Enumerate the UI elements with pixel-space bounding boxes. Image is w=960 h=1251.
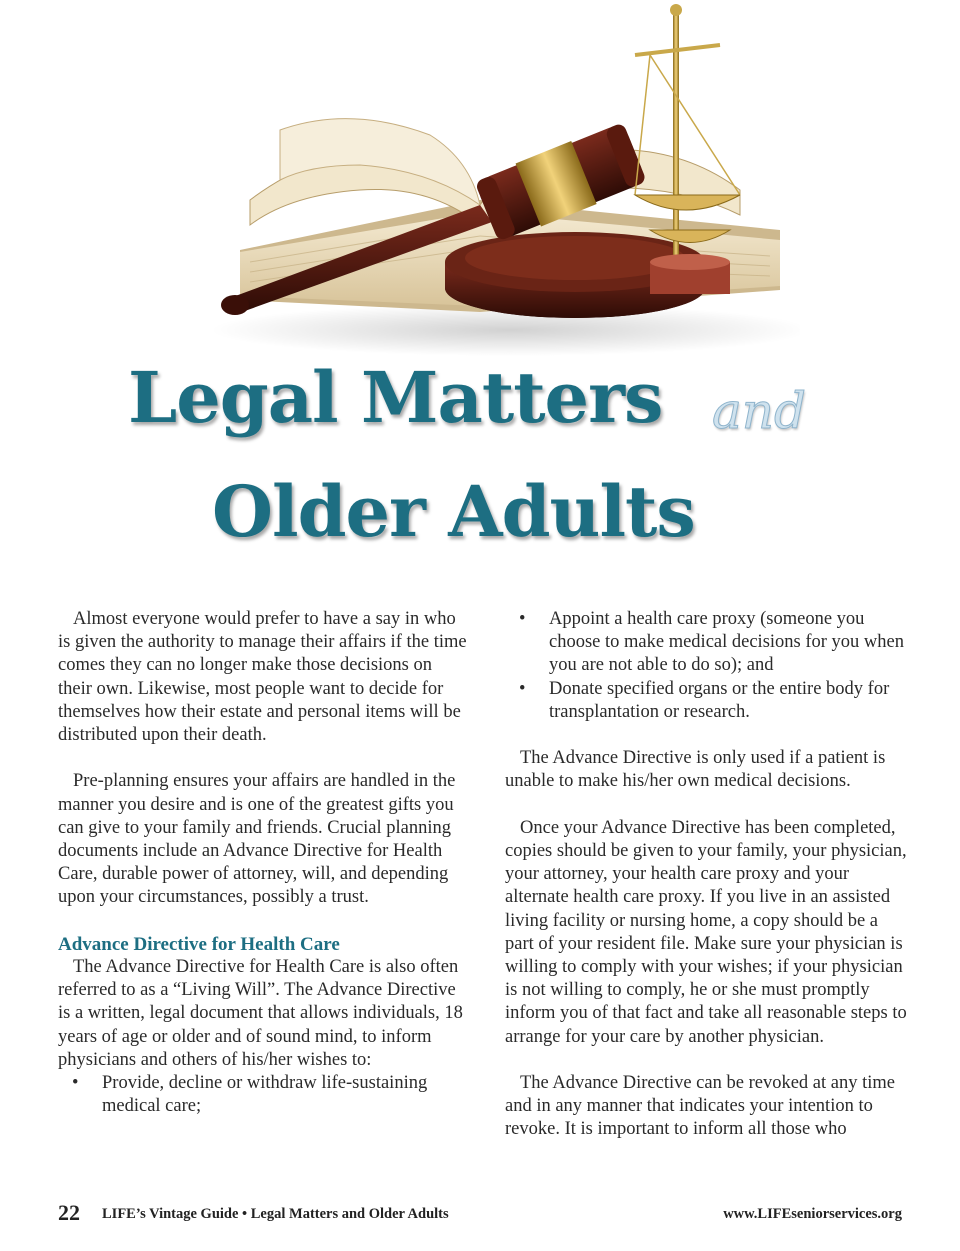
paragraph-preplanning: Pre-planning ensures your affairs are handled in the manner you desire and is one of the greatest gifts you can give to your family and friends. Crucial planning documents include an Advance Directive for Health Care, durable power of attorney, will, and depending upon your circumstances, possibly a trust. <box>58 771 456 908</box>
footer-guide-title: LIFE’s Vintage Guide • Legal Matters and Older Adults <box>102 1206 449 1222</box>
gavel-books-scale-illustration <box>180 0 800 360</box>
left-column <box>58 608 468 1118</box>
page-footer <box>58 1200 902 1230</box>
list-item-text: Provide, decline or withdraw life-sustaining medical care; <box>102 1073 428 1117</box>
list-item <box>505 608 910 678</box>
section-heading: Advance Directive for Health Care <box>58 933 340 955</box>
footer-website-link[interactable]: www.LIFEseniorservices.org <box>723 1206 902 1222</box>
paragraph-copies: Once your Advance Directive has been completed, copies should be given to your family, your physician, your attorney, your health care proxy and your alternate health care proxy. If you live in an assisted living facility or nursing home, a copy should be a part of your resident file. Make sure your physician is willing to comply with your wishes; if your physician is not willing to comply, he or she must promptly inform you of that fact and take all reasonable steps to arrange for your care by another physician. <box>505 817 907 1047</box>
bullet-icon: • <box>72 1073 79 1094</box>
paragraph-advance-directive: The Advance Directive for Health Care is also often referred to as a “Living Will”. The Advance Directive is a written, legal document that allows individuals, 18 years of age or older and of sound mind, to inform physicians and others of his/her wishes to: <box>58 957 463 1070</box>
bullet-list-right <box>505 608 910 724</box>
title-and: and <box>712 382 807 440</box>
bullet-list-left <box>58 1072 468 1118</box>
list-item <box>505 678 910 724</box>
page-number: 22 <box>58 1200 80 1225</box>
right-column <box>505 608 910 1142</box>
title-line-1: Legal Matters <box>128 356 663 439</box>
list-item-text: Appoint a health care proxy (someone you choose to make medical decisions for you when you are not able to do so); and <box>549 609 904 676</box>
paragraph-only-used: The Advance Directive is only used if a patient is unable to make his/her own medical decisions. <box>505 748 886 792</box>
list-item-text: Donate specified organs or the entire body for transplantation or research. <box>549 678 890 722</box>
bullet-icon: • <box>519 678 526 699</box>
list-item <box>58 1072 468 1118</box>
paragraph-intro: Almost everyone would prefer to have a say in who is given the authority to manage their affairs if the time comes they can no longer make those decisions on their own. Likewise, most people want to decide for themselves how their estate and personal items will be distributed upon their death. <box>58 609 467 746</box>
paragraph-revoked: The Advance Directive can be revoked at any time and in any manner that indicates your intention to revoke. It is important to inform all those who <box>505 1073 895 1140</box>
bullet-icon: • <box>519 609 526 629</box>
title-line-2: Older Adults <box>212 470 695 553</box>
